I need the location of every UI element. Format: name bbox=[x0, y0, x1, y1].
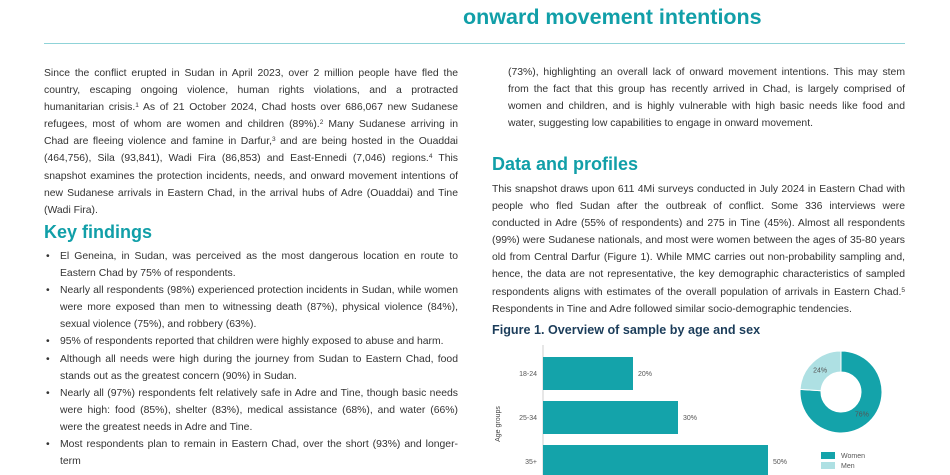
intro-text-5: This snapshot examines the protection incidents, needs, and onward movement intentions of new Sudanese arrivals in Eastern Chad, in the arrival hubs of Adre (Ouaddai) and Tine (Wadi Fira). bbox=[44, 153, 458, 216]
legend-swatch bbox=[821, 452, 835, 459]
list-item: • Nearly all (97%) respondents felt relatively safe in Adre and Tine, though basic needs were high: food (85%), shelter (83%), medical assistance (68%), and water (66%) were the greatest needs in Adre and Tine. bbox=[44, 385, 458, 436]
list-item: • Although all needs were high during the journey from Sudan to Eastern Chad, food stands out as the greatest concern (90%) in Sudan. bbox=[44, 351, 458, 385]
bar-value-label: 30% bbox=[683, 415, 698, 422]
list-item: • El Geneina, in Sudan, was perceived as the most dangerous location en route to Eastern Chad by 75% of respondents. bbox=[44, 248, 458, 282]
bar-25-34 bbox=[543, 401, 678, 434]
footnote-ref-2[interactable]: 2 bbox=[319, 119, 324, 127]
list-item: • 95% of respondents reported that children were highly exposed to abuse and harm. bbox=[44, 333, 458, 350]
legend-label: Women bbox=[841, 453, 865, 460]
data-profiles-paragraph bbox=[492, 181, 905, 318]
data-profiles-heading: Data and profiles bbox=[492, 154, 639, 174]
footnote-ref-4[interactable]: 4 bbox=[428, 153, 433, 161]
age-bar-chart bbox=[495, 345, 787, 475]
footnote-ref-1[interactable]: 1 bbox=[135, 102, 139, 110]
figure-1-chart bbox=[490, 340, 910, 475]
intro-text-3: Many Sudanese arriving in Chad are fleeing violence and famine in Darfur, bbox=[44, 119, 458, 148]
list-item: • Most respondents plan to remain in Eastern Chad, over the short (93%) and longer-term bbox=[44, 436, 458, 470]
donut-value-label: 24% bbox=[813, 367, 828, 375]
y-tick-label: 35+ bbox=[525, 459, 537, 466]
intro-text-4: and are being hosted in the Ouaddai (464,756), Sila (93,841), Wadi Fira (86,853) and East-Ennedi (7,046) regions. bbox=[44, 136, 458, 165]
key-findings-heading: Key findings bbox=[44, 222, 153, 242]
intro-text-1: Since the conflict erupted in Sudan in April 2023, over 2 million people have fled the country, escaping ongoing violence, human rights violations, and a protracted humanitarian crisis. bbox=[44, 68, 458, 114]
header-divider bbox=[44, 43, 905, 44]
bar-value-label: 50% bbox=[773, 459, 788, 466]
legend-swatch bbox=[821, 462, 835, 469]
sex-donut-chart bbox=[800, 351, 882, 470]
findings-continuation: (73%), highlighting an overall lack of onward movement intentions. This may stem from the fact that this group has recently arrived in Chad, is largely comprised of women and children, and is highly vulnerable with high basic needs like food and water, suggesting low capabilities to engage in onward movement. bbox=[508, 67, 905, 130]
y-axis-label: Age groups bbox=[495, 406, 502, 442]
intro-text-2: As of 21 October 2024, Chad hosts over 686,067 new Sudanese refugees, most of whom are women and children (89%). bbox=[44, 102, 458, 131]
key-findings-list bbox=[44, 248, 458, 470]
bar-35+ bbox=[543, 445, 768, 475]
footnote-ref-5[interactable]: 5 bbox=[901, 286, 905, 294]
profiles-text-2: Respondents in Tine and Adre followed similar socio-demographic tendencies. bbox=[492, 303, 852, 315]
bar-18-24 bbox=[543, 357, 633, 390]
list-item: • Nearly all respondents (98%) experienced protection incidents in Sudan, while women were more exposed than men to witnessing death (87%), physical violence (84%), sexual violence (75%), and robbery (63%). bbox=[44, 282, 458, 333]
figure-title: Figure 1. Overview of sample by age and sex bbox=[492, 323, 761, 337]
y-tick-label: 25-34 bbox=[519, 415, 537, 422]
page-title: onward movement intentions bbox=[463, 5, 762, 29]
footnote-ref-3[interactable]: 3 bbox=[271, 136, 276, 144]
legend-label: Men bbox=[841, 463, 855, 470]
intro-paragraph bbox=[44, 65, 458, 219]
y-tick-label: 18-24 bbox=[519, 371, 537, 378]
profiles-text: This snapshot draws upon 611 4Mi surveys conducted in July 2024 in Eastern Chad with people who fled Sudan after the outbreak of conflict. Some 336 interviews were conducted in Adre (55% of respondents) and 275 in Tine (45%). Almost all respondents (99%) were Sudanese nationals, and most were women between the ages of 35-80 years old from Central Darfur (Figure 1). While MMC carries out non-probability sampling and, hence, the data are not representative, the key demographic characteristics of sampled respondents aligns with estimates of the overall population of arrivals in Eastern Chad. bbox=[492, 184, 905, 298]
bar-value-label: 20% bbox=[638, 371, 653, 378]
donut-value-label: 76% bbox=[854, 411, 869, 419]
